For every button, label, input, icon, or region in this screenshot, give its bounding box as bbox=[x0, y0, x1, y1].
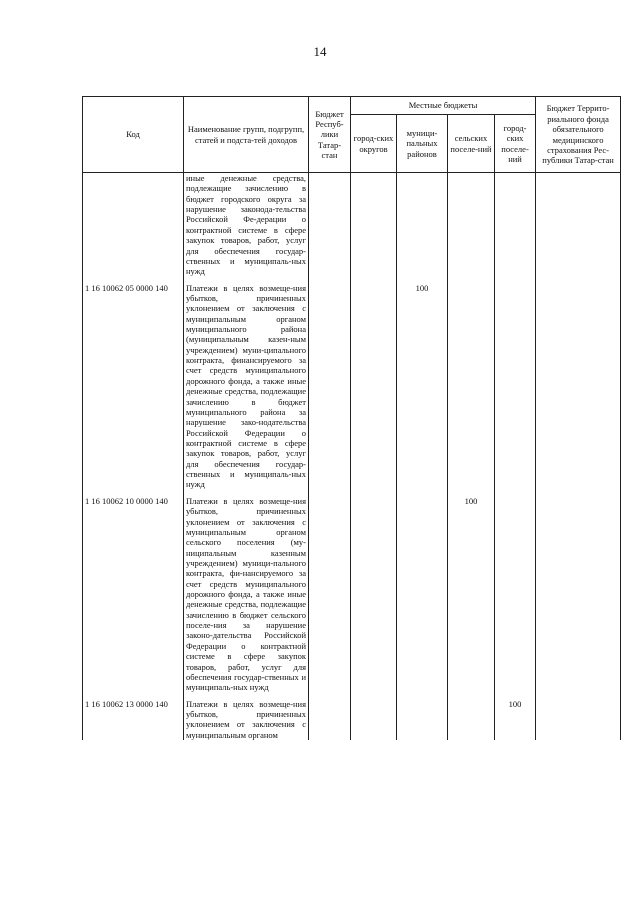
row-share-city bbox=[351, 699, 397, 740]
table-body bbox=[83, 173, 621, 741]
header-municipal-districts: муници-пальных районов bbox=[397, 115, 448, 173]
header-name: Наименование групп, подгрупп, статей и подста-тей доходов bbox=[184, 97, 309, 173]
header-urban-settlements: город-ских поселе-ний bbox=[495, 115, 536, 173]
row-share-rural bbox=[448, 283, 495, 496]
row-share-medical bbox=[536, 699, 621, 740]
row-share-medical bbox=[536, 173, 621, 283]
row-share-city bbox=[351, 173, 397, 283]
row-name: Платежи в целях возмеще-ния убытков, причиненных уклонением от заключения с муниципальным органом сельского поселения (му-ниципальным казенным учреждением) муници-пального контракта, фи-нансируемого за счет средств муниципального дорожного фонда, а также иные денежные средства, подлежащие зачислению в бюджет сельского поселе-ния за нарушение законо-дательства Российской Федерации о контрактной системе в сфере закупок товаров, работ, услуг для обеспечения государ-ственных и муниципаль-ных нужд bbox=[184, 496, 309, 699]
table-row bbox=[83, 496, 621, 699]
row-share-urban bbox=[495, 173, 536, 283]
header-medical-fund: Бюджет Террито-риального фонда обязательного медицинского страхования Рес-публики Татар-стан bbox=[536, 97, 621, 173]
revenue-distribution-table bbox=[82, 96, 621, 740]
row-share-city bbox=[351, 496, 397, 699]
row-code bbox=[83, 173, 184, 283]
row-share-rural: 100 bbox=[448, 496, 495, 699]
row-share-municipal bbox=[397, 173, 448, 283]
page-number: 14 bbox=[313, 44, 327, 59]
row-share-urban bbox=[495, 283, 536, 496]
row-share-rural bbox=[448, 173, 495, 283]
row-share-medical bbox=[536, 496, 621, 699]
row-name: иные денежные средства, подлежащие зачислению в бюджет городского округа за нарушение законода-тельства Российской Фе-дерации о контрактной системе в сфере закупок товаров, работ, услуг для обеспечения государ-ственных и муниципаль-ных нужд bbox=[184, 173, 309, 283]
table-header bbox=[83, 97, 621, 173]
table-row bbox=[83, 699, 621, 740]
row-share-municipal bbox=[397, 496, 448, 699]
row-share-municipal: 100 bbox=[397, 283, 448, 496]
row-share-republic bbox=[309, 283, 351, 496]
header-rural-settlements: сельских поселе-ний bbox=[448, 115, 495, 173]
header-republic-budget: Бюджет Респуб-лики Татар-стан bbox=[309, 97, 351, 173]
header-code: Код bbox=[83, 97, 184, 173]
row-code: 1 16 10062 05 0000 140 bbox=[83, 283, 184, 496]
row-share-urban bbox=[495, 496, 536, 699]
row-share-rural bbox=[448, 699, 495, 740]
row-code: 1 16 10062 13 0000 140 bbox=[83, 699, 184, 740]
row-share-republic bbox=[309, 173, 351, 283]
row-share-republic bbox=[309, 699, 351, 740]
header-city-districts: город-ских округов bbox=[351, 115, 397, 173]
row-name: Платежи в целях возмеще-ния убытков, причиненных уклонением от заключения с муниципальным органом bbox=[184, 699, 309, 740]
row-share-municipal bbox=[397, 699, 448, 740]
table-row bbox=[83, 283, 621, 496]
header-local-budgets: Местные бюджеты bbox=[351, 97, 536, 115]
row-share-republic bbox=[309, 496, 351, 699]
row-code: 1 16 10062 10 0000 140 bbox=[83, 496, 184, 699]
row-share-urban: 100 bbox=[495, 699, 536, 740]
table-row bbox=[83, 173, 621, 283]
row-share-medical bbox=[536, 283, 621, 496]
row-name: Платежи в целях возмеще-ния убытков, причиненных уклонением от заключения с муниципальным органом муниципального района (муниципальным казен-ным учреждением) муни-ципального контракта, финансируемого за счет средств муниципального дорожного фонда, а также иные денежные средства, подлежащие зачислению в бюджет муниципального района за нарушение зако-нодательства Российской Федерации о контрактной системе в сфере закупок товаров, работ, услуг для обеспечения государ-ственных и муниципаль-ных нужд bbox=[184, 283, 309, 496]
row-share-city bbox=[351, 283, 397, 496]
